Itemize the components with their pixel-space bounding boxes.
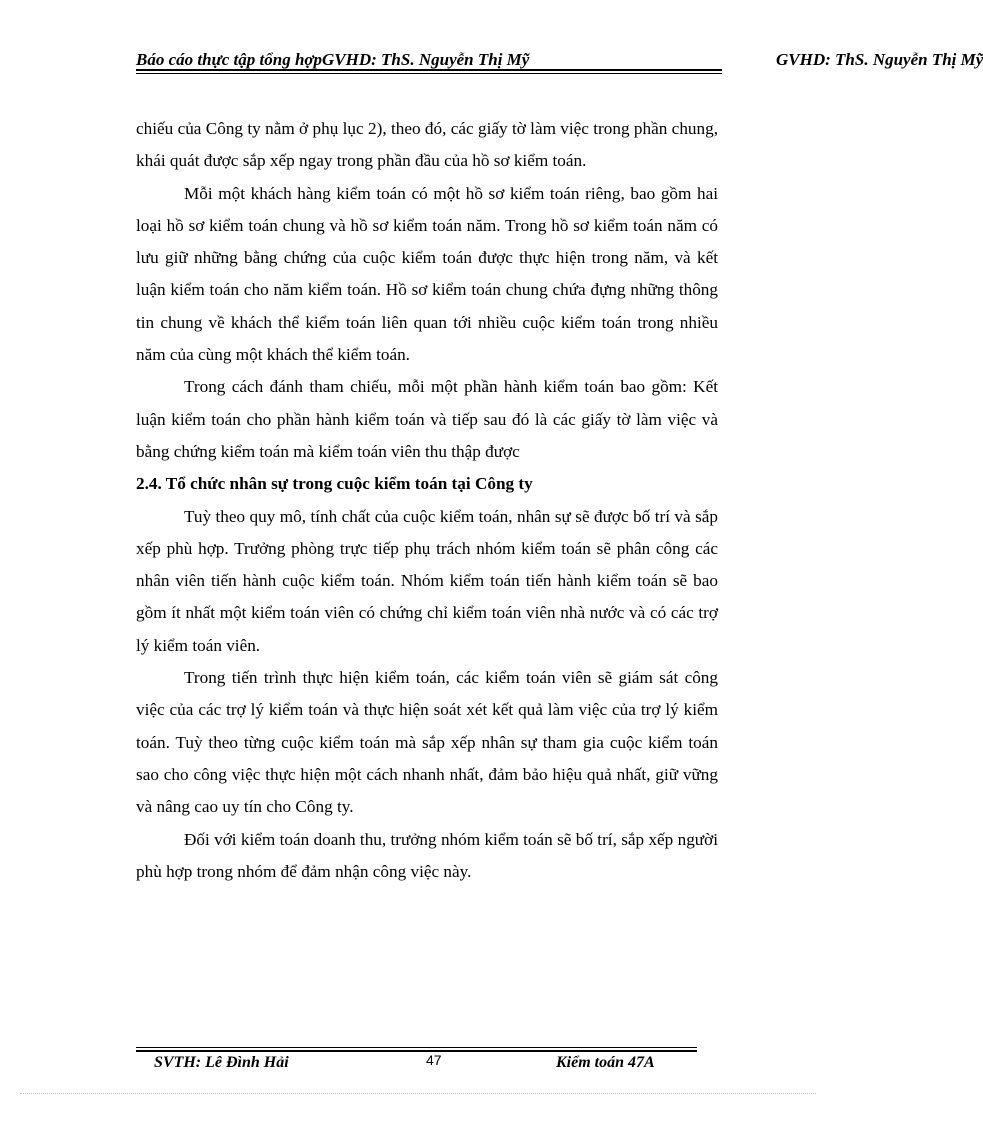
paragraph-1: chiếu của Công ty nằm ở phụ lục 2), theo đó, các giấy tờ làm việc trong phần chung, khái quát được sắp xếp ngay trong phần đầu của hồ sơ kiểm toán. xyxy=(136,119,718,171)
header-report-title: Báo cáo thực tập tổng hợpGVHD: ThS. Nguyễn Thị Mỹ xyxy=(136,50,530,69)
header-rule xyxy=(136,69,722,71)
page-edge-divider xyxy=(20,1093,816,1094)
footer-student-name: SVTH: Lê Đình Hải xyxy=(154,1054,289,1071)
footer-rule xyxy=(136,1050,697,1052)
paragraph-5: Trong tiến trình thực hiện kiểm toán, các kiểm toán viên sẽ giám sát công việc của các trợ lý kiểm toán và thực hiện soát xét kết quả làm việc của trợ lý kiểm toán. Tuỳ theo từng cuộc kiểm toán mà sắp xếp nhân sự tham gia cuộc kiểm toán sao cho công việc thực hiện một cách nhanh nhất, đảm bảo hiệu quả nhất, giữ vững và nâng cao uy tín cho Công ty. xyxy=(136,668,718,817)
footer-class-name: Kiểm toán 47A xyxy=(556,1054,655,1071)
page-number: 47 xyxy=(426,1052,442,1068)
paragraph-6: Đối với kiểm toán doanh thu, trưởng nhóm kiểm toán sẽ bố trí, sắp xếp người phù hợp trong nhóm để đảm nhận công việc này. xyxy=(136,829,718,881)
section-heading: 2.4. Tổ chức nhân sự trong cuộc kiểm toán tại Công ty xyxy=(136,474,533,494)
paragraph-4: Tuỳ theo quy mô, tính chất của cuộc kiểm toán, nhân sự sẽ được bố trí và sắp xếp phù hợp. Trưởng phòng trực tiếp phụ trách nhóm kiểm toán sẽ phân công các nhân viên tiến hành cuộc kiểm toán. Nhóm kiểm toán tiến hành kiểm toán sẽ bao gồm ít nhất một kiểm toán viên có chứng chỉ kiểm toán viên nhà nước và có các trợ lý kiểm toán viên. xyxy=(136,506,718,655)
page-body xyxy=(136,113,718,888)
header-advisor: GVHD: ThS. Nguyễn Thị Mỹ xyxy=(776,50,983,69)
paragraph-3: Trong cách đánh tham chiếu, mỗi một phần hành kiểm toán bao gồm: Kết luận kiểm toán cho phần hành kiểm toán và tiếp sau đó là các giấy tờ làm việc và bằng chứng kiểm toán mà kiểm toán viên thu thập được xyxy=(136,377,718,461)
footer-rule-thin xyxy=(136,1047,697,1048)
paragraph-2: Mỗi một khách hàng kiểm toán có một hồ sơ kiểm toán riêng, bao gồm hai loại hồ sơ kiểm toán chung và hồ sơ kiểm toán năm. Trong hồ sơ kiểm toán năm có lưu giữ những bằng chứng của cuộc kiểm toán được thực hiện trong năm, và kết luận kiểm toán cho năm kiểm toán. Hồ sơ kiểm toán chung chứa đựng những thông tin chung về khách thể kiểm toán liên quan tới nhiều cuộc kiểm toán trong nhiều năm của cùng một khách thể kiểm toán. xyxy=(136,183,718,365)
header-rule-thin xyxy=(136,73,722,74)
